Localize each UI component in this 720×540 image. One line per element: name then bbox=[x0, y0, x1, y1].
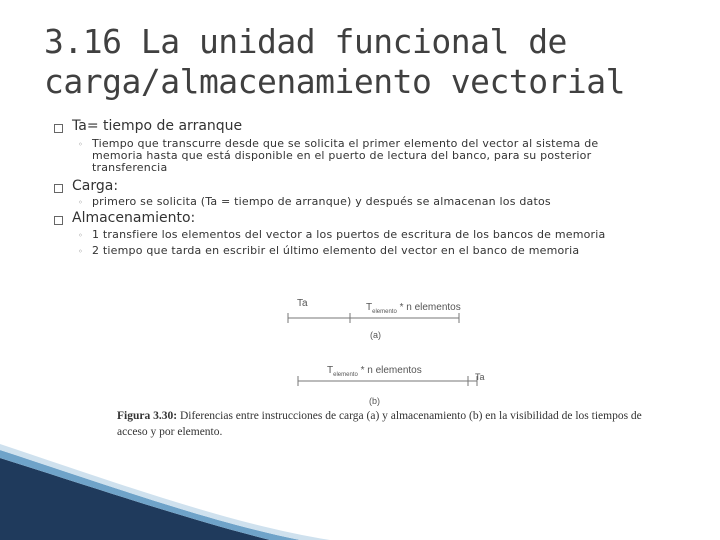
bullet-almacenamiento-sub-line-1: 1 transfiere los elementos del vector a los puertos de escritura de los bancos de memoria bbox=[92, 228, 606, 241]
figure-caption bbox=[117, 408, 662, 440]
square-bullet-icon bbox=[54, 184, 63, 193]
bullet-ta-sub-line-1: Tiempo que transcurre desde que se solicita el primer elemento del vector al sistema de bbox=[92, 137, 599, 150]
slide-title bbox=[44, 22, 704, 102]
circle-bullet-icon: ◦ bbox=[78, 247, 83, 256]
timeline-b-mid-main: T bbox=[327, 365, 334, 376]
bullet-almacenamiento-label: Almacenamiento: bbox=[72, 210, 196, 226]
figure-caption-text: Diferencias entre instrucciones de carga (a) y almacenamiento (b) en la visibilidad de los tiempos de acceso y por elemento. bbox=[117, 410, 642, 438]
circle-bullet-icon: ◦ bbox=[78, 140, 83, 149]
bullet-carga-label: Carga: bbox=[72, 178, 119, 194]
timeline-a-mid-rest: * n elementos bbox=[399, 302, 461, 313]
timing-figure bbox=[103, 290, 663, 450]
bullet-ta-sub-line-2: memoria hasta que está disponible en el puerto de lectura del banco, para su posterior bbox=[92, 149, 592, 162]
title-line-2: carga/almacenamiento vectorial bbox=[44, 62, 626, 101]
bullet-ta-sub-line-3: transferencia bbox=[92, 161, 168, 174]
circle-bullet-icon: ◦ bbox=[78, 198, 83, 207]
timeline-b-end-label: Ta bbox=[475, 372, 485, 382]
bullet-almacenamiento-sub-line-2: 2 tiempo que tarda en escribir el último elemento del vector en el banco de memoria bbox=[92, 244, 580, 257]
timeline-a-mid-label bbox=[366, 302, 461, 315]
timeline-b-mid-label bbox=[327, 365, 422, 378]
timeline-b-mid-sub: elemento bbox=[333, 372, 358, 378]
timeline-a-caption: (a) bbox=[370, 330, 381, 340]
bullet-carga-sub-line-1: primero se solicita (Ta = tiempo de arranque) y después se almacenan los datos bbox=[92, 195, 551, 208]
timeline-b-mid-rest: * n elementos bbox=[360, 365, 422, 376]
figure-caption-number: Figura 3.30: bbox=[117, 410, 178, 422]
square-bullet-icon bbox=[54, 216, 63, 225]
timeline-b-caption: (b) bbox=[369, 396, 380, 406]
timeline-a-mid-main: T bbox=[366, 302, 373, 313]
circle-bullet-icon: ◦ bbox=[78, 231, 83, 240]
timeline-a-mid-sub: elemento bbox=[372, 309, 397, 315]
bullet-ta-label: Ta= tiempo de arranque bbox=[72, 118, 243, 134]
square-bullet-icon bbox=[54, 124, 63, 133]
decorative-swoosh bbox=[0, 440, 330, 540]
title-line-1: 3.16 La unidad funcional de bbox=[44, 22, 567, 61]
timeline-a-start-label: Ta bbox=[297, 298, 308, 309]
